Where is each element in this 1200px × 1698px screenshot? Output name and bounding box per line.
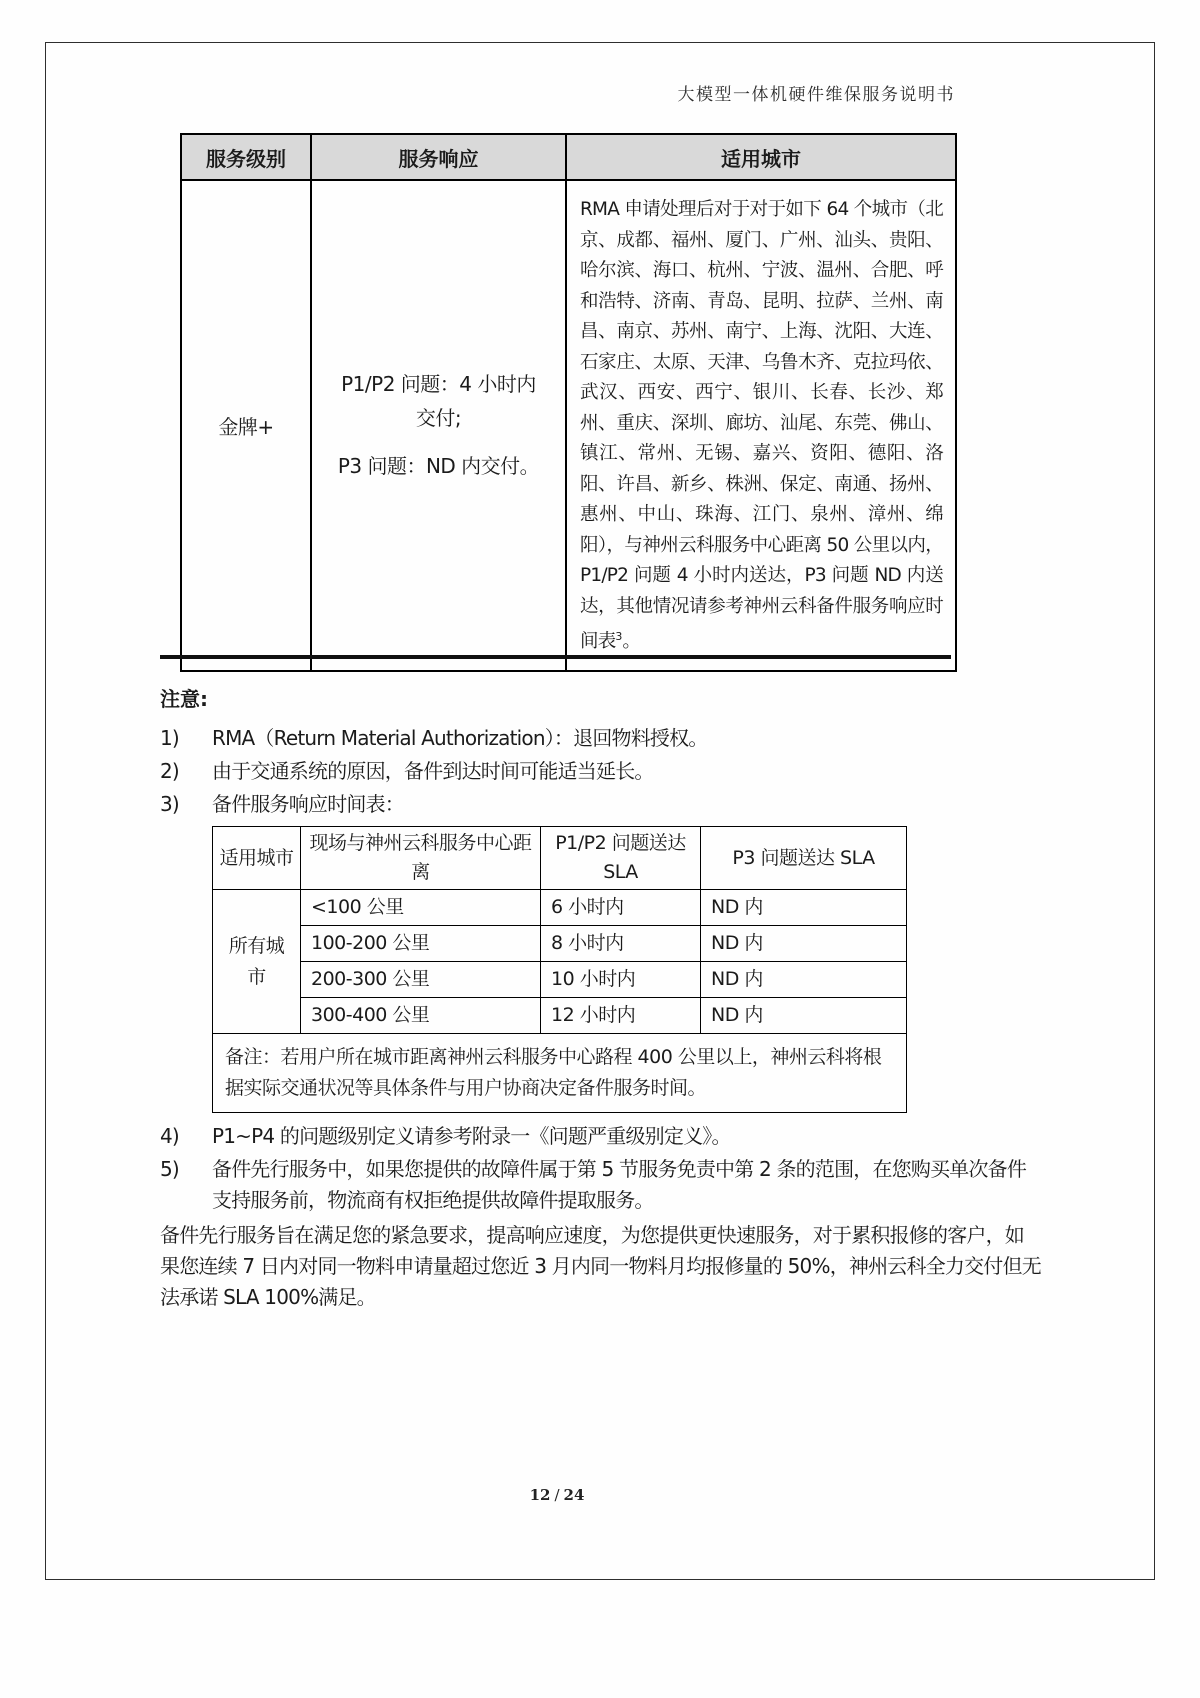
applicable-cities-cell [566, 180, 956, 671]
sla-header-p3: P3 问题送达 SLA [701, 827, 907, 890]
service-response-cell [311, 180, 566, 671]
page-separator: / [554, 1486, 560, 1504]
section-divider [160, 655, 951, 659]
distance-cell: 100-200 公里 [301, 926, 541, 962]
sla-header-p12: P1/P2 问题送达 SLA [541, 827, 701, 890]
response-p3: P3 问题：ND 内交付。 [337, 454, 540, 479]
note-number: 1) [160, 726, 179, 750]
note-item-1 [160, 723, 1041, 754]
sla-header-city: 适用城市 [213, 827, 301, 890]
header-service-level: 服务级别 [181, 134, 311, 180]
distance-cell: <100 公里 [301, 890, 541, 926]
p12-sla-cell: 6 小时内 [541, 890, 701, 926]
p12-sla-cell: 8 小时内 [541, 926, 701, 962]
cities-text-end: 。 [622, 631, 641, 653]
cities-text: RMA 申请处理后对于对于如下 64 个城市（北京、成都、福州、厦门、广州、汕头、贵阳、哈尔滨、海口、杭州、宁波、温州、合肥、呼和浩特、济南、青岛、昆明、拉萨、兰州、南昌、南京、苏州、南宁、上海、沈阳、大连、石家庄、太原、天津、乌鲁木齐、克拉玛依、武汉、西安、西宁、银川、长春、长沙、郑州、重庆、深圳、廊坊、汕尾、东莞、佛山、镇江、常州、无锡、嘉兴、资阳、德阳、洛阳、许昌、新乡、株洲、保定、南通、扬州、惠州、中山、珠海、江门、泉州、漳州、绵阳），与神州云科服务中心距离 50 公里以内，P1/P2 问题 4 小时内送达，P3 问题 ND 内送达，其他情况请参考神州云科备件服务响应时间表 [580, 199, 943, 653]
page-total: 24 [563, 1486, 585, 1504]
note-number: 4) [160, 1124, 179, 1148]
header-applicable-cities: 适用城市 [566, 134, 956, 180]
sla-remark-row [213, 1034, 907, 1113]
service-level-table [180, 133, 957, 672]
p12-sla-cell: 10 小时内 [541, 962, 701, 998]
footnote-marker: 3 [615, 630, 623, 643]
note-item-2 [160, 756, 1041, 787]
page-footer [0, 1486, 1114, 1504]
header-service-response: 服务响应 [311, 134, 566, 180]
spare-parts-sla-table [212, 826, 907, 1113]
sla-row-1 [213, 890, 907, 926]
p3-sla-cell: ND 内 [701, 926, 907, 962]
sla-city-group-cell: 所有城市 [213, 890, 301, 1034]
service-level-cell: 金牌+ [181, 180, 311, 671]
note-item-4 [160, 1121, 1041, 1152]
p3-sla-cell: ND 内 [701, 962, 907, 998]
note-text: 备件服务响应时间表： [212, 792, 404, 816]
sla-row-3 [213, 962, 907, 998]
notes-heading: 注意: [160, 687, 208, 711]
sla-header-distance: 现场与神州云科服务中心距离 [301, 827, 541, 890]
distance-cell: 300-400 公里 [301, 998, 541, 1034]
note-text: RMA（Return Material Authorization）：退回物料授权。 [212, 726, 708, 750]
note-text: 备件先行服务中，如果您提供的故障件属于第 5 节服务免责中第 2 条的范围，在您购买单次备件支持服务前，物流商有权拒绝提供故障件提取服务。 [212, 1157, 1027, 1212]
closing-paragraph: 备件先行服务旨在满足您的紧急要求，提高响应速度，为您提供更快速服务，对于累积报修的客户，如果您连续 7 日内对同一物料申请量超过您近 3 月内同一物料月均报修量的 50%，神州云科全力交付但无法承诺 SLA 100%满足。 [160, 1223, 1041, 1309]
remark-cell: 备注：若用户所在城市距离神州云科服务中心路程 400 公里以上，神州云科将根据实际交通状况等具体条件与用户协商决定备件服务时间。 [213, 1034, 907, 1113]
sla-row-4 [213, 998, 907, 1034]
service-table-header-row [181, 134, 956, 180]
sla-table-header-row [213, 827, 907, 890]
p3-sla-cell: ND 内 [701, 998, 907, 1034]
notes-section [160, 684, 1041, 1313]
note-text: 由于交通系统的原因，备件到达时间可能适当延长。 [212, 759, 654, 783]
note-item-3 [160, 789, 1041, 820]
note-number: 5) [160, 1157, 179, 1181]
response-p1p2: P1/P2 问题：4 小时内交付; [341, 372, 536, 431]
note-number: 2) [160, 759, 179, 783]
document-header-title: 大模型一体机硬件维保服务说明书 [677, 85, 955, 105]
p3-sla-cell: ND 内 [701, 890, 907, 926]
note-text: P1~P4 的问题级别定义请参考附录一《问题严重级别定义》。 [212, 1124, 731, 1148]
p12-sla-cell: 12 小时内 [541, 998, 701, 1034]
page-number: 12 [529, 1486, 551, 1504]
sla-row-2 [213, 926, 907, 962]
sla-table-wrapper [212, 826, 1041, 1113]
distance-cell: 200-300 公里 [301, 962, 541, 998]
note-number: 3) [160, 792, 179, 816]
note-item-5 [160, 1154, 1041, 1216]
service-table-row [181, 180, 956, 671]
